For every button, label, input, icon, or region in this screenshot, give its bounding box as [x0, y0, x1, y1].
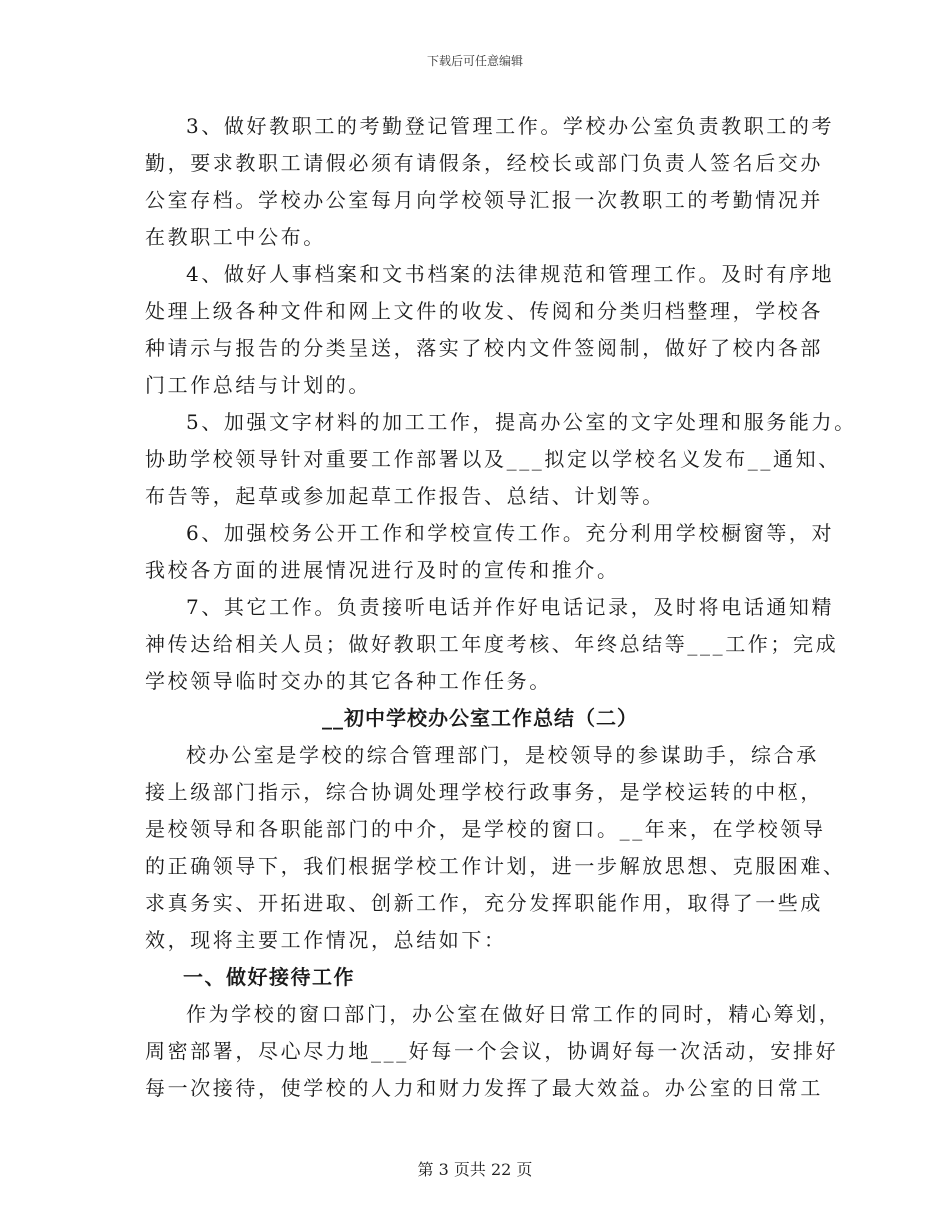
text-line: 求真务实、开拓进取、创新工作，充分发挥职能作用，取得了一些成	[145, 891, 823, 915]
subheading-reception: 一、做好接待工作	[183, 965, 355, 989]
text-line: 神传达给相关人员；做好教职工年度考核、年终总结等___工作；完成	[145, 632, 839, 656]
text-line: 种请示与报告的分类呈送，落实了校内文件签阅制，做好了校内各部	[145, 336, 823, 360]
text-line: 处理上级各种文件和网上文件的收发、传阅和分类归档整理，学校各	[145, 299, 823, 323]
paragraph-item-7	[145, 589, 839, 700]
paragraph-item-6	[145, 515, 835, 589]
text-line: 接上级部门指示，综合协调处理学校行政事务，是学校运转的中枢，	[145, 780, 823, 804]
text-line: 公室存档。学校办公室每月向学校领导汇报一次教职工的考勤情况并	[145, 188, 823, 212]
header-note: 下载后可任意编辑	[426, 54, 523, 68]
text-line: 每一次接待，使学校的人力和财力发挥了最大效益。办公室的日常工	[145, 1076, 823, 1100]
paragraph-item-3	[145, 108, 835, 256]
section-title: __初中学校办公室工作总结（二）	[322, 706, 638, 730]
page-footer: 第 3 页共 22 页	[417, 1160, 533, 1179]
text-line: 布告等，起草或参加起草工作报告、总结、计划等。	[145, 484, 665, 508]
text-line: 4、做好人事档案和文书档案的法律规范和管理工作。及时有序地	[186, 262, 835, 286]
text-line: 5、加强文字材料的加工工作，提高办公室的文字处理和服务能力。	[186, 410, 857, 434]
intro-paragraph	[145, 737, 846, 959]
text-line: 我校各方面的进展情况进行及时的宣传和推介。	[145, 558, 620, 582]
text-line: 在教职工中公布。	[145, 225, 326, 249]
reception-paragraph	[145, 996, 842, 1107]
text-line: 校办公室是学校的综合管理部门，是校领导的参谋助手，综合承	[186, 743, 819, 767]
text-line: 勤，要求教职工请假必须有请假条，经校长或部门负责人签名后交办	[145, 151, 823, 175]
text-line: 7、其它工作。负责接听电话并作好电话记录，及时将电话通知精	[186, 595, 835, 619]
paragraph-item-4	[145, 256, 835, 404]
text-line: 学校领导临时交办的其它各种工作任务。	[145, 669, 552, 693]
text-line: 是校领导和各职能部门的中介，是学校的窗口。__年来，在学校领导	[145, 817, 826, 841]
paragraph-item-5	[145, 404, 857, 515]
text-line: 周密部署，尽心尽力地___好每一个会议，协调好每一次活动，安排好	[145, 1039, 839, 1063]
document-body	[145, 108, 857, 1107]
text-line: 门工作总结与计划的。	[145, 373, 371, 397]
text-line: 6、加强校务公开工作和学校宣传工作。充分利用学校橱窗等，对	[186, 521, 835, 545]
text-line: 的正确领导下，我们根据学校工作计划，进一步解放思想、克服困难、	[145, 854, 846, 878]
text-line: 协助学校领导针对重要工作部署以及___拟定以学校名义发布__通知、	[145, 447, 841, 471]
text-line: 效，现将主要工作情况，总结如下：	[145, 928, 507, 952]
text-line: 3、做好教职工的考勤登记管理工作。学校办公室负责教职工的考	[186, 114, 835, 138]
text-line: 作为学校的窗口部门，办公室在做好日常工作的同时，精心筹划，	[186, 1002, 842, 1026]
